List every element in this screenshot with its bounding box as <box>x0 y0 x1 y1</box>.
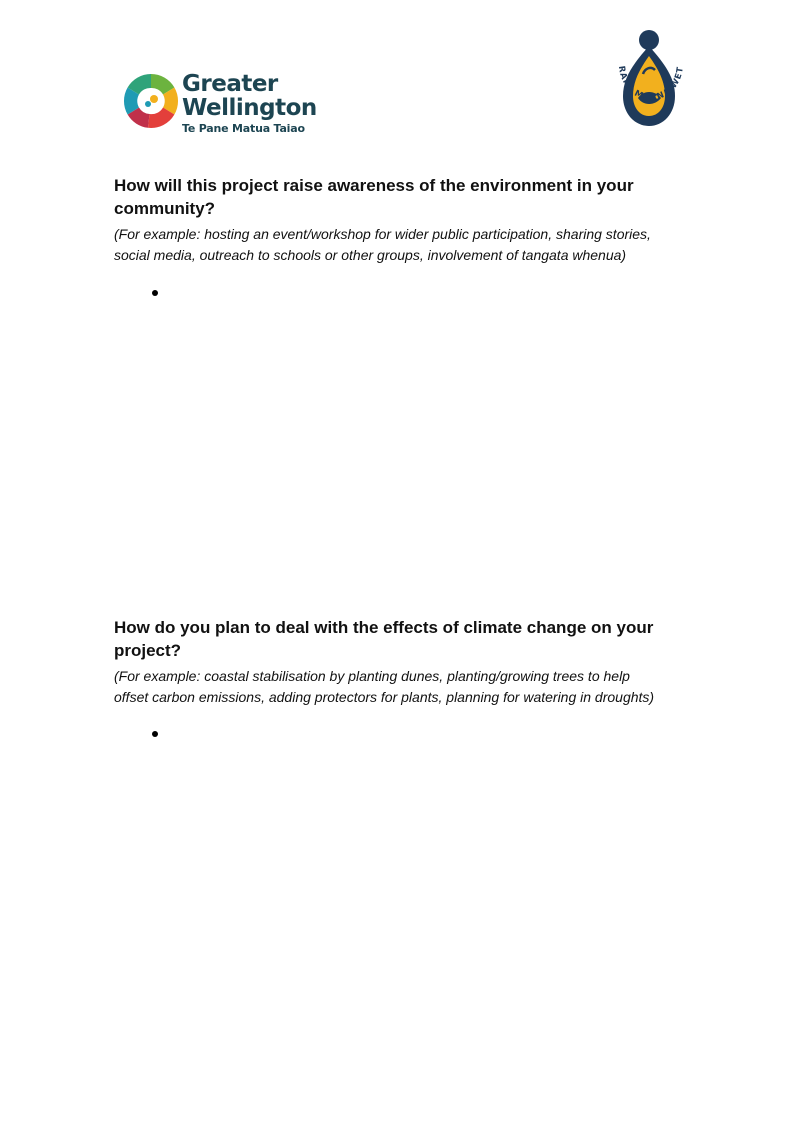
question-title-line: community? <box>114 199 216 218</box>
logo-subtitle: Te Pane Matua Taiao <box>182 122 305 135</box>
logo-text-wellington: Wellington <box>182 95 317 121</box>
wetlands-emblem-icon <box>605 26 693 142</box>
greater-wellington-logo <box>120 70 320 136</box>
question-title-line: project? <box>114 641 182 660</box>
logo-text-greater: Greater <box>182 71 278 97</box>
question-section-awareness <box>114 174 694 266</box>
question-hint-line: (For example: coastal stabilisation by planting dunes, planting/growing trees to help <box>114 668 630 684</box>
answer-bullet[interactable] <box>152 731 158 737</box>
question-title <box>114 616 694 662</box>
question-title-line: How will this project raise awareness of the environment in your <box>114 176 634 195</box>
question-hint-line: social media, outreach to schools or other groups, involvement of tangata whenua) <box>114 247 627 263</box>
wairarapa-moana-wetlands-logo <box>605 26 693 142</box>
question-hint <box>114 224 694 266</box>
question-section-climate-change <box>114 616 694 708</box>
greater-wellington-emblem-icon <box>120 70 182 132</box>
wetlands-logo-text: RAPA MOANA WET <box>615 65 687 104</box>
question-hint-line: offset carbon emissions, adding protectors for plants, planning for watering in droughts) <box>114 689 655 705</box>
question-title <box>114 174 694 220</box>
answer-bullet[interactable] <box>152 290 158 296</box>
question-hint <box>114 666 694 708</box>
question-title-line: How do you plan to deal with the effects of climate change on your <box>114 618 654 637</box>
question-hint-line: (For example: hosting an event/workshop for wider public participation, sharing stories, <box>114 226 651 242</box>
